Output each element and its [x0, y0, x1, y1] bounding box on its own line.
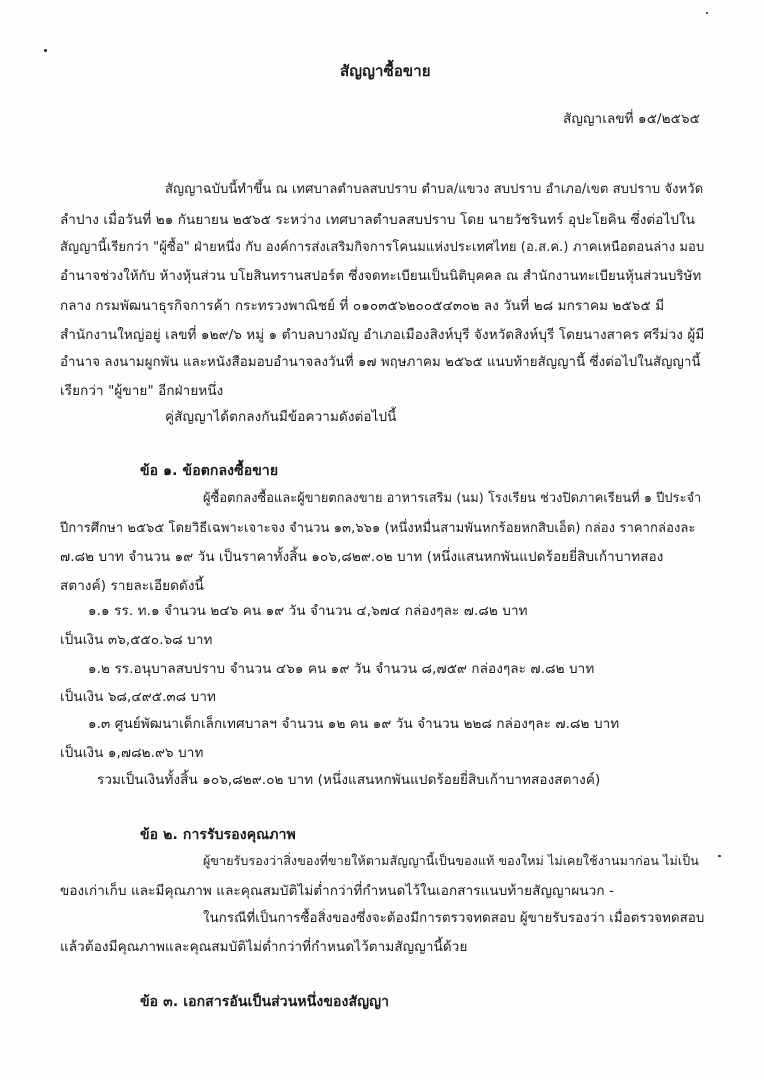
contract-number: สัญญาเลขที่ ๑๕/๒๕๖๕: [563, 111, 700, 127]
intro-line: อำนาจช่วงให้กับ ห้างหุ้นส่วน บโยสินทรานสปอร์ต ซึ่งจดทะเบียนเป็นนิติบุคคล ณ สำนักงานทะเบียนหุ้นส่วนบริษัท: [60, 269, 702, 284]
intro-line: สัญญานี้เรียกว่า "ผู้ซื้อ" ฝ่ายหนึ่ง กับ องค์การส่งเสริมกิจการโคนมแห่งประเทศไทย (อ.ส.ค.) ภาคเหนือตอนล่าง มอบ: [60, 240, 705, 255]
intro-line: เรียกว่า "ผู้ขาย" อีกฝ่ายหนึ่ง: [60, 383, 224, 399]
section-1-line: ปีการศึกษา ๒๕๖๕ โดยวิธีเฉพาะเจาะจง จำนวน ๑๓,๖๖๑ (หนึ่งหมื่นสามพันหกร้อยหกสิบเอ็ด) กล่อง ราคากล่องละ: [60, 521, 696, 536]
item-line: ๑.๓ ศูนย์พัฒนาเด็กเล็กเทศบาลฯ จำนวน ๑๒ คน ๑๙ วัน จำนวน ๒๒๘ กล่องๆละ ๗.๘๒ บาท: [88, 716, 620, 732]
section-2-line: ของเก่าเก็บ และมีคุณภาพ และคุณสมบัติไม่ต่ำกว่าที่กำหนดไว้ในเอกสารแนบท้ายสัญญาผนวก -: [60, 883, 614, 899]
scan-speck: [44, 49, 47, 52]
document-title: สัญญาซื้อขาย: [340, 62, 431, 80]
section-1-line: สตางค์) รายละเอียดดังนี้: [60, 578, 204, 594]
section-2-line: แล้วต้องมีคุณภาพและคุณสมบัติไม่ต่ำกว่าที่กำหนดไว้ตามสัญญานี้ด้วย: [60, 939, 468, 955]
section-1-line: ผู้ซื้อตกลงซื้อและผู้ขายตกลงขาย อาหารเสริม (นม) โรงเรียน ช่วงปิดภาคเรียนที่ ๑ ปีประจำ: [203, 491, 702, 506]
intro-line: กลาง กรมพัฒนาธุรกิจการค้า กระทรวงพาณิชย์ ที่ ๐๑๐๓๕๖๒๐๐๕๔๓๐๒ ลง วันที่ ๒๘ มกราคม ๒๕๖๕ มี: [60, 298, 665, 314]
item-line: ๑.๑ รร. ท.๑ จำนวน ๒๔๖ คน ๑๙ วัน จำนวน ๔,๖๗๔ กล่องๆละ ๗.๘๒ บาท: [88, 603, 528, 619]
intro-line: สัญญาฉบับนี้ทำขึ้น ณ เทศบาลตำบลสบปราบ ตำบล/แขวง สบปราบ อำเภอ/เขต สบปราบ จังหวัด: [165, 182, 704, 197]
intro-line: ลำปาง เมื่อวันที่ ๒๑ กันยายน ๒๕๖๕ ระหว่าง เทศบาลตำบลสบปราบ โดย นายวัชรินทร์ อุปะโยคิน ซึ่งต่อไปใน: [60, 212, 696, 228]
scan-speck: [706, 12, 708, 14]
section-2-heading: ข้อ ๒. การรับรองคุณภาพ: [140, 827, 296, 843]
section-1-line: ๗.๘๒ บาท จำนวน ๑๙ วัน เป็นราคาทั้งสิ้น ๑๐๖,๘๒๙.๐๒ บาท (หนึ่งแสนหกพันแปดร้อยยี่สิบเก้าบาทสอง: [60, 549, 664, 565]
item-amount: เป็นเงิน ๓๖,๕๕๐.๖๘ บาท: [60, 632, 213, 648]
section-1-total: รวมเป็นเงินทั้งสิ้น ๑๐๖,๘๒๙.๐๒ บาท (หนึ่งแสนหกพันแปดร้อยยี่สิบเก้าบาทสองสตางค์): [97, 772, 601, 788]
agreement-line: คู่สัญญาได้ตกลงกันมีข้อความดังต่อไปนี้: [165, 409, 397, 425]
section-2-line: ในกรณีที่เป็นการซื้อสิ่งของซึ่งจะต้องมีการตรวจทดสอบ ผู้ขายรับรองว่า เมื่อตรวจทดสอบ: [203, 911, 705, 926]
intro-line: สำนักงานใหญ่อยู่ เลขที่ ๑๒๙/๖ หมู่ ๑ ตำบลบางมัญ อำเภอเมืองสิงห์บุรี จังหวัดสิงห์บุรี โดยนางสาคร ศรีม่วง ผู้มี: [60, 327, 705, 343]
section-1-heading: ข้อ ๑. ข้อตกลงซื้อขาย: [140, 463, 279, 479]
item-line: ๑.๒ รร.อนุบาลสบปราบ จำนวน ๔๖๑ คน ๑๙ วัน จำนวน ๘,๗๕๙ กล่องๆละ ๗.๘๒ บาท: [88, 661, 595, 677]
intro-line: อำนาจ ลงนามผูกพัน และหนังสือมอบอำนาจลงวันที่ ๑๗ พฤษภาคม ๒๕๖๕ แนบท้ายสัญญานี้ ซึ่งต่อไปในสัญญานี้: [60, 355, 701, 370]
item-amount: เป็นเงิน ๖๘,๔๙๕.๓๘ บาท: [60, 689, 217, 705]
scan-speck: [718, 855, 721, 857]
section-2-line: ผู้ขายรับรองว่าสิ่งของที่ขายให้ตามสัญญานี้เป็นของแท้ ของใหม่ ไม่เคยใช้งานมาก่อน ไม่เป็น: [203, 853, 699, 868]
item-amount: เป็นเงิน ๑,๗๘๒.๙๖ บาท: [60, 745, 204, 761]
section-3-heading: ข้อ ๓. เอกสารอันเป็นส่วนหนึ่งของสัญญา: [140, 994, 390, 1010]
